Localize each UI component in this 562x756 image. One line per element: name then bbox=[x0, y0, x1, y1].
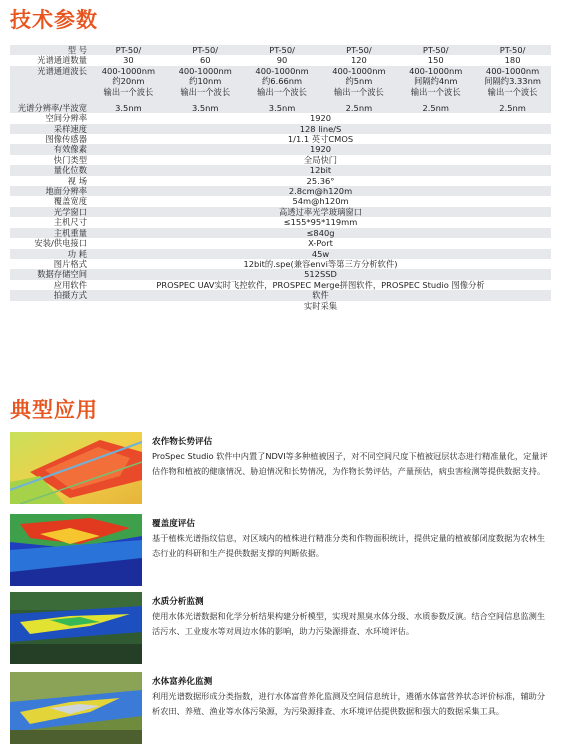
spec-row bbox=[10, 238, 551, 248]
spec-value: 128 line/S bbox=[90, 124, 551, 134]
spec-label: 型 号 bbox=[10, 45, 90, 55]
spec-line: 400-1000nm bbox=[101, 65, 156, 76]
spec-line: 约5nm bbox=[345, 76, 373, 87]
spec-value: 54m@h120m bbox=[90, 196, 551, 206]
spec-cell: 2.5nm bbox=[474, 103, 551, 113]
spec-row bbox=[10, 155, 551, 165]
spec-line: 间隔约4nm bbox=[413, 76, 458, 87]
application-desc: ProSpec Studio 软件中内置了NDVI等多种植被因子，对不同空间尺度下植被冠层状态进行精准量化，定量评估作物和植被的健康情况、胁迫情况和长势情况，为作物长势评估，产量预估，病虫害检测等提供数据支持。 bbox=[152, 451, 548, 477]
spec-line: 约10nm bbox=[189, 76, 222, 87]
spec-row bbox=[10, 207, 551, 217]
spec-label: 安装/供电接口 bbox=[10, 238, 90, 248]
water-quality-image bbox=[10, 592, 142, 664]
spec-label: 空间分辨率 bbox=[10, 113, 90, 123]
spec-cell: 90 bbox=[244, 55, 321, 65]
spec-cell: PT-50/ bbox=[474, 45, 551, 55]
spec-value: 高透过率光学玻璃窗口 bbox=[90, 207, 551, 217]
spec-row bbox=[10, 290, 551, 300]
spec-label: 有效像素 bbox=[10, 144, 90, 154]
spec-value: 实时采集 bbox=[90, 301, 551, 311]
spec-cell: PT-50/ bbox=[167, 45, 244, 55]
spec-cell: 60 bbox=[167, 55, 244, 65]
spec-label: 地面分辨率 bbox=[10, 186, 90, 196]
spec-row bbox=[10, 217, 551, 227]
spec-line: 输出一个波长 bbox=[487, 86, 538, 97]
spec-label: 量化位数 bbox=[10, 165, 90, 175]
application-title: 水质分析监测 bbox=[152, 597, 204, 607]
spec-label: 主机重量 bbox=[10, 228, 90, 238]
spec-cell: PT-50/ bbox=[320, 45, 397, 55]
spec-value: 软件 bbox=[90, 290, 551, 300]
spec-label: 功 耗 bbox=[10, 249, 90, 259]
spec-cell: 3.5nm bbox=[244, 103, 321, 113]
spec-row-range bbox=[10, 66, 551, 103]
application-desc: 利用光谱数据形成分类指数，进行水体富营养化监测及空间信息统计，遴循水体富营养状态评价标准，辅助分析农田、养殖、渔业等水体污染源，为污染源排查、水环境评估提供数据和强大的数据采集工具。 bbox=[152, 691, 546, 717]
spec-line: 输出一个波长 bbox=[410, 86, 461, 97]
coverage-image bbox=[10, 514, 142, 586]
spec-row bbox=[10, 124, 551, 134]
spec-row bbox=[10, 280, 551, 290]
spec-value: 512SSD bbox=[90, 269, 551, 279]
spec-cell bbox=[167, 66, 244, 103]
application-text bbox=[152, 436, 552, 479]
spec-value: 1/1.1 英寸CMOS bbox=[90, 134, 551, 144]
spec-cell bbox=[474, 66, 551, 103]
spec-line: 400-1000nm bbox=[409, 65, 463, 76]
spec-label: 光谱分辨率/半波宽 bbox=[10, 103, 90, 113]
application-title: 水体富养化监测 bbox=[152, 677, 213, 687]
spec-row bbox=[10, 269, 551, 279]
spec-line: 400-1000nm bbox=[332, 65, 386, 76]
spec-line: 400-1000nm bbox=[255, 65, 309, 76]
spec-row-model bbox=[10, 45, 551, 55]
spec-cell: 2.5nm bbox=[320, 103, 397, 113]
spec-line: 输出一个波长 bbox=[103, 86, 154, 97]
spec-cell: 30 bbox=[90, 55, 167, 65]
spec-value: 1920 bbox=[90, 144, 551, 154]
spec-row bbox=[10, 113, 551, 123]
spec-value: ≤840g bbox=[90, 228, 551, 238]
spec-value: PROSPEC UAV实时飞控软件，PROSPEC Merge拼图软件，PROSPEC Studio 图像分析 bbox=[90, 280, 551, 290]
spec-cell bbox=[397, 66, 474, 103]
spec-cell bbox=[90, 66, 167, 103]
spec-line: 输出一个波长 bbox=[334, 86, 384, 97]
spec-row-bands bbox=[10, 55, 551, 65]
application-text bbox=[152, 676, 552, 719]
spec-line: 输出一个波长 bbox=[180, 86, 231, 97]
spec-cell: PT-50/ bbox=[90, 45, 167, 55]
section-title-spec: 技术参数 bbox=[10, 8, 98, 32]
spec-label: 采样速度 bbox=[10, 124, 90, 134]
spec-row bbox=[10, 186, 551, 196]
spec-label: 图片格式 bbox=[10, 259, 90, 269]
spec-cell: 2.5nm bbox=[397, 103, 474, 113]
spec-label: 覆盖宽度 bbox=[10, 196, 90, 206]
spec-row bbox=[10, 176, 551, 186]
spec-row bbox=[10, 134, 551, 144]
eutrophication-image bbox=[10, 672, 142, 744]
spec-line: 间隔约3.33nm bbox=[484, 76, 541, 87]
crop-ndvi-image bbox=[10, 432, 142, 504]
spec-label: 视 场 bbox=[10, 176, 90, 186]
application-text bbox=[152, 518, 552, 561]
spec-label: 光谱通道波长 bbox=[10, 66, 90, 103]
spec-common-rows bbox=[10, 113, 551, 311]
spec-row bbox=[10, 249, 551, 259]
spec-value: 45w bbox=[90, 249, 551, 259]
application-title: 农作物长势评估 bbox=[152, 437, 213, 447]
spec-row bbox=[10, 259, 551, 269]
spec-label: 图像传感器 bbox=[10, 134, 90, 144]
spec-row-resolution bbox=[10, 103, 551, 113]
spec-line: 约6.66nm bbox=[262, 76, 303, 87]
spec-cell: 120 bbox=[320, 55, 397, 65]
spec-line: 约20nm bbox=[112, 76, 145, 87]
spec-line: 400-1000nm bbox=[485, 65, 540, 76]
spec-value: ≤155*95*119mm bbox=[90, 217, 551, 227]
spec-cell: 3.5nm bbox=[167, 103, 244, 113]
spec-row bbox=[10, 196, 551, 206]
spec-value: X-Port bbox=[90, 238, 551, 248]
spec-row bbox=[10, 165, 551, 175]
application-text bbox=[152, 596, 552, 639]
spec-label: 数据存储空间 bbox=[10, 269, 90, 279]
spec-cell: PT-50/ bbox=[244, 45, 321, 55]
application-desc: 使用水体光谱数据和化学分析结果构建分析模型，实现对黑臭水体分级、水质参数反演。结合空间信息监测生活污水、工业废水等对周边水体的影响，助力污染源排查、水环境评估。 bbox=[152, 611, 546, 637]
application-desc: 基于植株光谱指纹信息，对区域内的植株进行精准分类和作物面积统计，提供定量的植被郁闭度数据为农林生态行业的科研和生产提供数据支撑的判断依据。 bbox=[152, 533, 546, 559]
spec-cell: 180 bbox=[474, 55, 551, 65]
spec-label: 光学窗口 bbox=[10, 207, 90, 217]
spec-label: 光谱通道数量 bbox=[10, 55, 90, 65]
spec-row bbox=[10, 228, 551, 238]
spec-value: 全局快门 bbox=[90, 155, 551, 165]
spec-row bbox=[10, 301, 551, 311]
spec-value: 1920 bbox=[90, 113, 551, 123]
spec-cell: 150 bbox=[397, 55, 474, 65]
spec-value: 25.36° bbox=[90, 176, 551, 186]
spec-label: 拍摄方式 bbox=[10, 290, 90, 300]
spec-label: 应用软件 bbox=[10, 280, 90, 290]
spec-cell: PT-50/ bbox=[397, 45, 474, 55]
spec-table bbox=[10, 45, 551, 311]
spec-label: 主机尺寸 bbox=[10, 217, 90, 227]
spec-value: 2.8cm@h120m bbox=[90, 186, 551, 196]
spec-line: 400-1000nm bbox=[178, 65, 232, 76]
section-title-applications: 典型应用 bbox=[10, 398, 98, 422]
spec-cell bbox=[244, 66, 321, 103]
spec-row bbox=[10, 144, 551, 154]
application-title: 覆盖度评估 bbox=[152, 519, 195, 529]
spec-label: 快门类型 bbox=[10, 155, 90, 165]
spec-cell: 3.5nm bbox=[90, 103, 167, 113]
spec-line: 输出一个波长 bbox=[257, 86, 307, 97]
spec-label bbox=[10, 301, 90, 311]
spec-value: 12bit bbox=[90, 165, 551, 175]
spec-cell bbox=[320, 66, 397, 103]
spec-value: 12bit的.spe(兼容envi等第三方分析软件) bbox=[90, 259, 551, 269]
